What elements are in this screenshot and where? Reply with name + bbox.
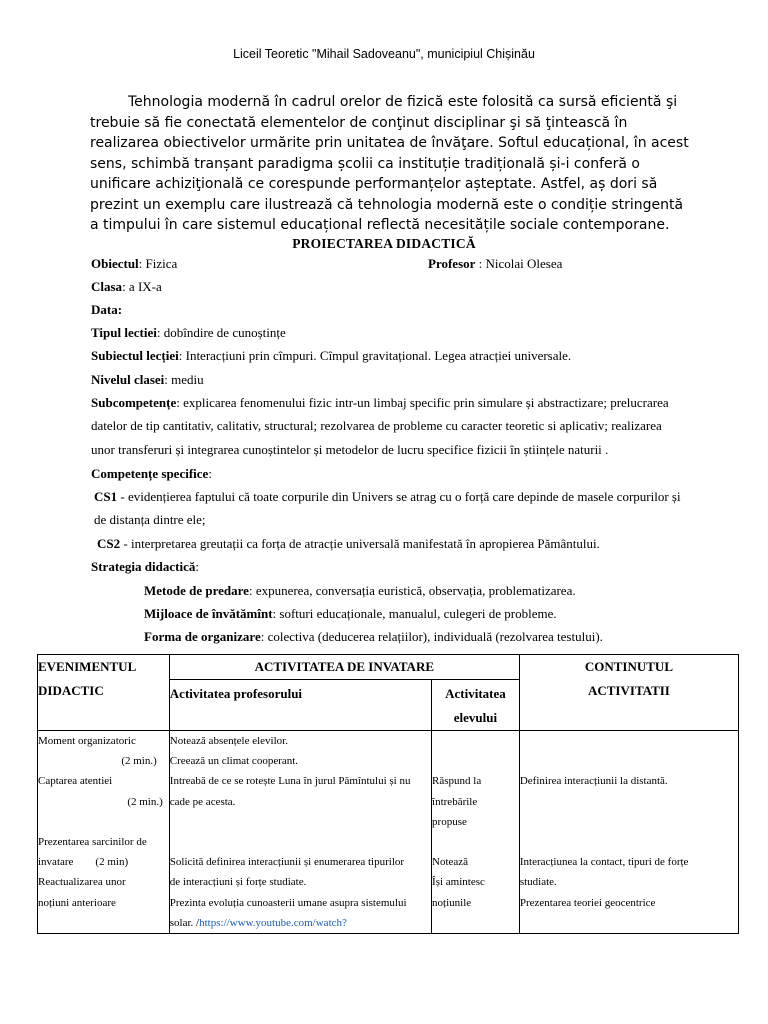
eveniment-line: invatare (2 min) xyxy=(38,856,129,869)
strategia-value: : xyxy=(195,559,199,574)
continut-line: Interacțiunea la contact, tipuri de forțe xyxy=(519,856,689,869)
profesor-line: Notează absențele elevilor. xyxy=(169,735,288,747)
field-nivelul xyxy=(91,368,204,391)
profesor-line: cade pe acesta. xyxy=(169,795,236,808)
nivel-label: Nivelul clasei xyxy=(91,372,165,387)
obiectul-value: : Fizica xyxy=(138,256,178,271)
field-tipul-lectiei xyxy=(91,321,286,344)
cs2-value: - interpretarea greutații ca forța de atracție universală manifestată în apropierea Pământului. xyxy=(120,536,600,551)
field-clasa xyxy=(91,275,162,298)
continut-line: Definirea interacțiunii la distantă. xyxy=(519,775,668,788)
cell-elev xyxy=(432,731,520,934)
eveniment-line: Moment organizatoric xyxy=(38,735,136,747)
eveniment-line: Captarea atentiei xyxy=(38,775,113,788)
continut-line: Prezentarea teoriei geocentrice xyxy=(519,896,656,909)
eveniment-line: Reactualizarea unor xyxy=(38,876,126,889)
header-eveniment-line1: EVENIMENTUL xyxy=(38,659,137,674)
spacer xyxy=(432,751,519,771)
cs2-label: CS2 xyxy=(97,536,121,551)
spacer xyxy=(520,832,738,852)
intro-text: Tehnologia modernă în cadrul orelor de fizică este folosită ca sursă eficientă şi trebuie să fie conectată elementelor de conţinut disciplinar şi să ţintească în realizarea obiectivelor urmărite prin unitatea de învăţare. Softul educațional, în acest sens, schimbă tranșant paradigma școlii ca instituție tradițională și-i conferă o unificare achiziţională ce corespunde performanțelor așteptate. Astfel, aș dori să prezint un exemplu care ilustrează că tehnologia modernă este o condiție stringentă a timpului în care sistemul educațional reflectă necesitățile sociale contemporane. xyxy=(90,94,689,233)
spacer xyxy=(170,832,431,852)
cs1-label: CS1 xyxy=(94,489,118,504)
header-eveniment-line2: DIDACTIC xyxy=(38,683,104,698)
eveniment-line: Prezentarea sarcinilor de xyxy=(38,836,147,848)
profesor-line: de interacțiuni și forțe studiate. xyxy=(169,876,307,889)
profesor-line: Solicită definirea interacțiunii și enumerarea tipurilor xyxy=(169,856,405,869)
spacer xyxy=(520,751,738,771)
clasa-label: Clasa xyxy=(91,279,123,294)
tip-label: Tipul lectiei xyxy=(91,325,157,340)
field-subcompetente xyxy=(91,391,681,461)
mijloace-value: : softuri educaționale, manualul, culegeri de probleme. xyxy=(272,606,557,621)
elev-line: propuse xyxy=(432,815,467,828)
eveniment-line: noțiuni anterioare xyxy=(38,896,116,909)
spacer xyxy=(38,812,169,832)
profesor-value: : Nicolai Olesea xyxy=(475,256,563,271)
header-continut xyxy=(519,655,738,731)
field-forma xyxy=(144,625,603,648)
forma-label: Forma de organizare xyxy=(144,629,261,644)
tip-value: : dobîndire de cunoștințe xyxy=(156,325,286,340)
field-mijloace xyxy=(144,602,557,625)
cell-profesor xyxy=(169,731,431,934)
spacer xyxy=(520,812,738,832)
intro-paragraph xyxy=(90,92,690,236)
profesor-label: Profesor xyxy=(428,256,476,271)
field-cs2 xyxy=(97,532,600,555)
spacer xyxy=(520,792,738,812)
profesor-line-last xyxy=(170,913,431,933)
cell-eveniment xyxy=(38,731,170,934)
clasa-value: : a IX-a xyxy=(122,279,162,294)
profesor-line: Creează un climat cooperant. xyxy=(169,755,299,768)
header-elev-line1: Activitatea xyxy=(445,686,506,701)
comp-value: : xyxy=(208,466,212,481)
elev-line: Își amintesc xyxy=(432,876,485,889)
header-continut-line2: ACTIVITATII xyxy=(587,683,670,698)
forma-value: : colectiva (deducerea relațiilor), individuală (rezolvarea testului). xyxy=(260,629,603,644)
profesor-line-text: solar. / xyxy=(169,916,200,929)
header-profesor: Activitatea profesorului xyxy=(169,680,431,731)
page-header: Liceil Teoretic "Mihail Sadoveanu", municipiul Chișinău xyxy=(233,47,535,61)
spacer xyxy=(432,832,519,852)
subiect-label: Subiectul lecției xyxy=(91,348,179,363)
elev-line: Răspund la xyxy=(432,775,482,788)
lesson-plan-table xyxy=(37,654,739,934)
document-title: PROIECTAREA DIDACTICĂ xyxy=(292,236,476,251)
data-label: Data: xyxy=(91,302,123,317)
header-activitatea: ACTIVITATEA DE INVATARE xyxy=(169,655,519,680)
subiect-value: : Interacțiuni prin cîmpuri. Cîmpul gravitațional. Legea atracției universale. xyxy=(178,348,572,363)
cell-continut xyxy=(519,731,738,934)
field-cs1 xyxy=(94,485,684,532)
spacer xyxy=(520,731,738,751)
field-subiectul xyxy=(91,344,571,367)
profesor-line: Intreabă de ce se rotește Luna în jurul Pămîntului și nu xyxy=(169,775,411,788)
header-eveniment xyxy=(38,655,170,731)
header-continut-line1: CONTINUTUL xyxy=(584,659,673,674)
elev-line: noțiunile xyxy=(432,896,472,909)
field-obiectul xyxy=(91,252,177,275)
table-row xyxy=(38,731,739,934)
field-data xyxy=(91,298,122,321)
header-elev xyxy=(432,680,520,731)
mijloace-label: Mijloace de învătămînt xyxy=(144,606,273,621)
header-elev-line2: elevului xyxy=(453,710,498,725)
spacer xyxy=(432,731,519,751)
metode-value: : expunerea, conversația euristică, observația, problematizarea. xyxy=(248,583,576,598)
subcomp-label: Subcompetențe xyxy=(91,395,177,410)
table-header-row xyxy=(38,655,739,680)
field-competente-specifice xyxy=(91,462,212,485)
subcomp-value: : explicarea fenomenului fizic intr-un limbaj specific prin simulare și abstractizare; prelucrarea datelor de tip cantitativ, calitativ, structural; rezolvarea de probleme cu caracter teoretic si aplicativ; realizarea unor transferuri și integrarea cunoștintelor și metodelor de lucru specifice fizicii în științele naturii . xyxy=(91,395,669,457)
obiectul-label: Obiectul xyxy=(91,256,139,271)
spacer xyxy=(170,812,431,832)
comp-label: Competențe specifice xyxy=(91,466,209,481)
field-strategia xyxy=(91,555,199,578)
nivel-value: : mediu xyxy=(164,372,204,387)
strategia-label: Strategia didactică xyxy=(91,559,196,574)
eveniment-line: (2 min.) xyxy=(121,755,157,768)
elev-line: întrebările xyxy=(432,795,478,808)
metode-label: Metode de predare xyxy=(144,583,249,598)
profesor-line: Prezinta evoluția cunoasterii umane asupra sistemului xyxy=(169,896,407,909)
field-metode xyxy=(144,579,576,602)
elev-line: Notează xyxy=(432,856,469,869)
continut-line: studiate. xyxy=(519,876,557,889)
cs1-value: - evidențierea faptului că toate corpurile din Univers se atrag cu o forță care depinde de masele corpurilor și de distanța dintre ele; xyxy=(94,489,681,528)
field-profesor xyxy=(428,252,562,275)
eveniment-line: (2 min.) xyxy=(127,795,163,808)
youtube-link[interactable]: https://www.youtube.com/watch? xyxy=(199,916,347,929)
